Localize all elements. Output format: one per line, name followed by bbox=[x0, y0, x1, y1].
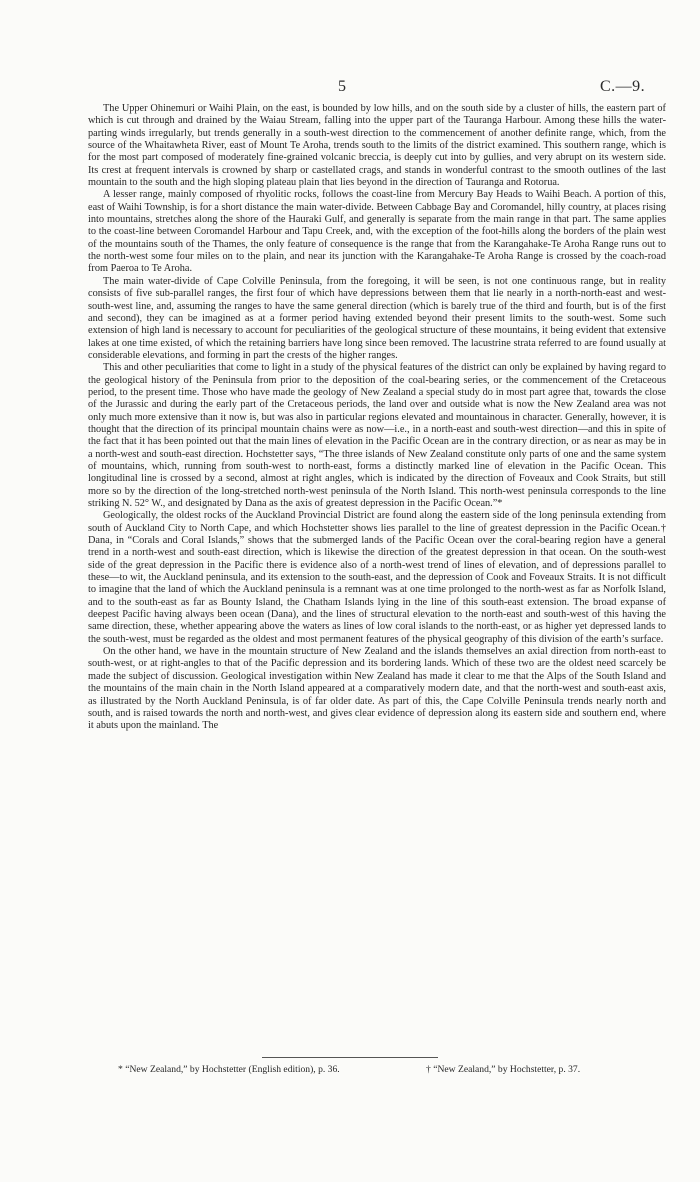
paragraph-3: The main water-divide of Cape Colville Peninsula, from the foregoing, it will be seen, is not one continuous range, but in reality consists of five sub-parallel ranges, the first four of which have depressions between them that lie nearly in a north-north-east and west-south-west line, and, assuming the ranges to have the same general direction (which is barely true of the third and fourth, but is of the first and second), they can be imagined as at a former period having extended beyond their present limits to the south-west. Some such extension of high land is necessary to account for peculiarities of the geological structure of these mountains, it being evident that extensive lakes at one time existed, of which the retaining barriers have long since been removed. The lacustrine strata referred to are found usually at considerable elevations, and forming in part the crests of the higher ranges. bbox=[88, 275, 666, 361]
page-number: 5 bbox=[338, 78, 346, 95]
paragraph-4: This and other peculiarities that come to light in a study of the physical features of the district can only be explained by having regard to the geological history of the Peninsula from prior to the deposition of the coal-bearing series, or the commencement of the Cretaceous period, to the present time. Those who have made the geology of New Zealand a special study do in most part agree that, towards the close of the Jurassic and during the early part of the Cretaceous periods, the land over and outside what is now the New Zealand area was not only much more extensive than it now is, but was also in particular regions elevated and mountainous in character. Generally, however, it is thought that the direction of its principal mountain chains were as now—i.e., in a north-east and south-west direction—and this in spite of the fact that it has been pointed out that the main lines of elevation in the Pacific Ocean are in the contrary direction, or as near as may be in a north-west and south-east direction. Hochstetter says, “The three islands of New Zealand constitute only parts of one and the same system of mountains, which, running from south-west to north-east, forms a distinctly marked line of elevation in the Pacific Ocean. This longitudinal line is crossed by a second, almost at right angles, which is indicated by the direction of Foveaux and Cook Straits, but still more so by the direction of the long-stretched north-west peninsula of the North Island. This north-west peninsula corresponds to the line striking N. 52° W., and designated by Dana as the axis of greatest depression in the Pacific Ocean.”* bbox=[88, 362, 666, 509]
footnote-2: † “New Zealand,” by Hochstetter, p. 37. bbox=[426, 1064, 581, 1075]
document-reference: C.—9. bbox=[600, 78, 646, 95]
paragraph-6: On the other hand, we have in the mountain structure of New Zealand and the islands themselves an axial direction from north-east to south-west, or at right-angles to that of the Pacific depression and its bordering lands. Which of these two are the oldest need scarcely be made the subject of discussion. Geological investigation within New Zealand has made it clear to me that the Alps of the South Island and the mountains of the main chain in the North Island appeared at a comparatively modern date, and that the north-west and south-east axis, as illustrated by the North Auckland Peninsula, is of far older date. As part of this, the Cape Colville Peninsula trends nearly north and south, and is raised towards the north and north-west, and gives clear evidence of depression along its eastern side and southern end, where it abuts upon the mainland. The bbox=[88, 646, 666, 732]
paragraph-5: Geologically, the oldest rocks of the Auckland Provincial District are found along the eastern side of the long peninsula extending from south of Auckland City to North Cape, and which Hochstetter shows lies parallel to the line of greatest depression in the Pacific Ocean.† Dana, in “Corals and Coral Islands,” shows that the submerged lands of the Pacific Ocean over the coral-bearing region have a general trend in a north-west and south-east direction, which is likewise the direction of the greatest depression in that ocean. On the south-west side of the great depression in the Pacific there is evidence also of a north-west trend of lines of elevation, and of depressions parallel to these—to wit, the Auckland peninsula, and its extension to the south-east, and the depression of Cook and Foveaux Straits. It is not difficult to imagine that the land of which the Auckland peninsula is a remnant was at one time prolonged to the north-west as far as Norfolk Island, and to the south-east as far as Bounty Island, the Chatham Islands lying in the line of this south-east extension. The broad expanse of deepest Pacific having always been ocean (Dana), and the lines of structural elevation to the north-east and south-west of this having the same direction, these, whether appearing above the waters as lines of low coral islands to the north-east, or as higher yet depressed lands to the south-west, must be regarded as the oldest and most permanent features of the physical geography of this division of the earth’s surface. bbox=[88, 510, 666, 645]
paragraph-2: A lesser range, mainly composed of rhyolitic rocks, follows the coast-line from Mercury Bay Heads to Waihi Beach. A portion of this, east of Waihi Township, is for a short distance the main water-divide. Between Cabbage Bay and Coromandel, hilly country, at places rising into mountains, stretches along the shore of the Hauraki Gulf, and generally is separate from the main range in that part. The same applies to the coast-line between Coromandel Harbour and Tapu Creek, and, with the exception of the foot-hills along the borders of the plain west of the mountains south of the Thames, the only feature of consequence is the range that from the Karangahake-Te Aroha Range runs out to the north-west some four miles on to the plain, and near its junction with the Karangahake-Te Aroha Range is crossed by the coach-road from Paeroa to Te Aroha. bbox=[88, 189, 666, 275]
body-text bbox=[88, 103, 666, 733]
footnote-1: * “New Zealand,” by Hochstetter (English edition), p. 36. bbox=[118, 1064, 340, 1075]
paragraph-1: The Upper Ohinemuri or Waihi Plain, on the east, is bounded by low hills, and on the south side by a cluster of hills, the eastern part of which is cut through and drained by the Waiau Stream, falling into the upper part of the Tauranga Harbour. Among these hills the water-parting winds irregularly, but trends generally in a south-west direction to the commencement of another definite range, which, from the source of the Whaitawheta River, east of Mount Te Aroha, trends south to the limits of the district examined. This southern range, which is for the most part composed of moderately fine-grained volcanic breccia, is deeply cut into by gullies, and very abrupt on its western side. Its crest at frequent intervals is crowned by sharp or castellated crags, and stands in wonderful contrast to the smooth outlines of the last mountain to the south and the high sloping plateau plain that lies beyond in the direction of Tauranga and Rotorua. bbox=[88, 103, 666, 189]
footnote-divider bbox=[262, 1057, 438, 1058]
